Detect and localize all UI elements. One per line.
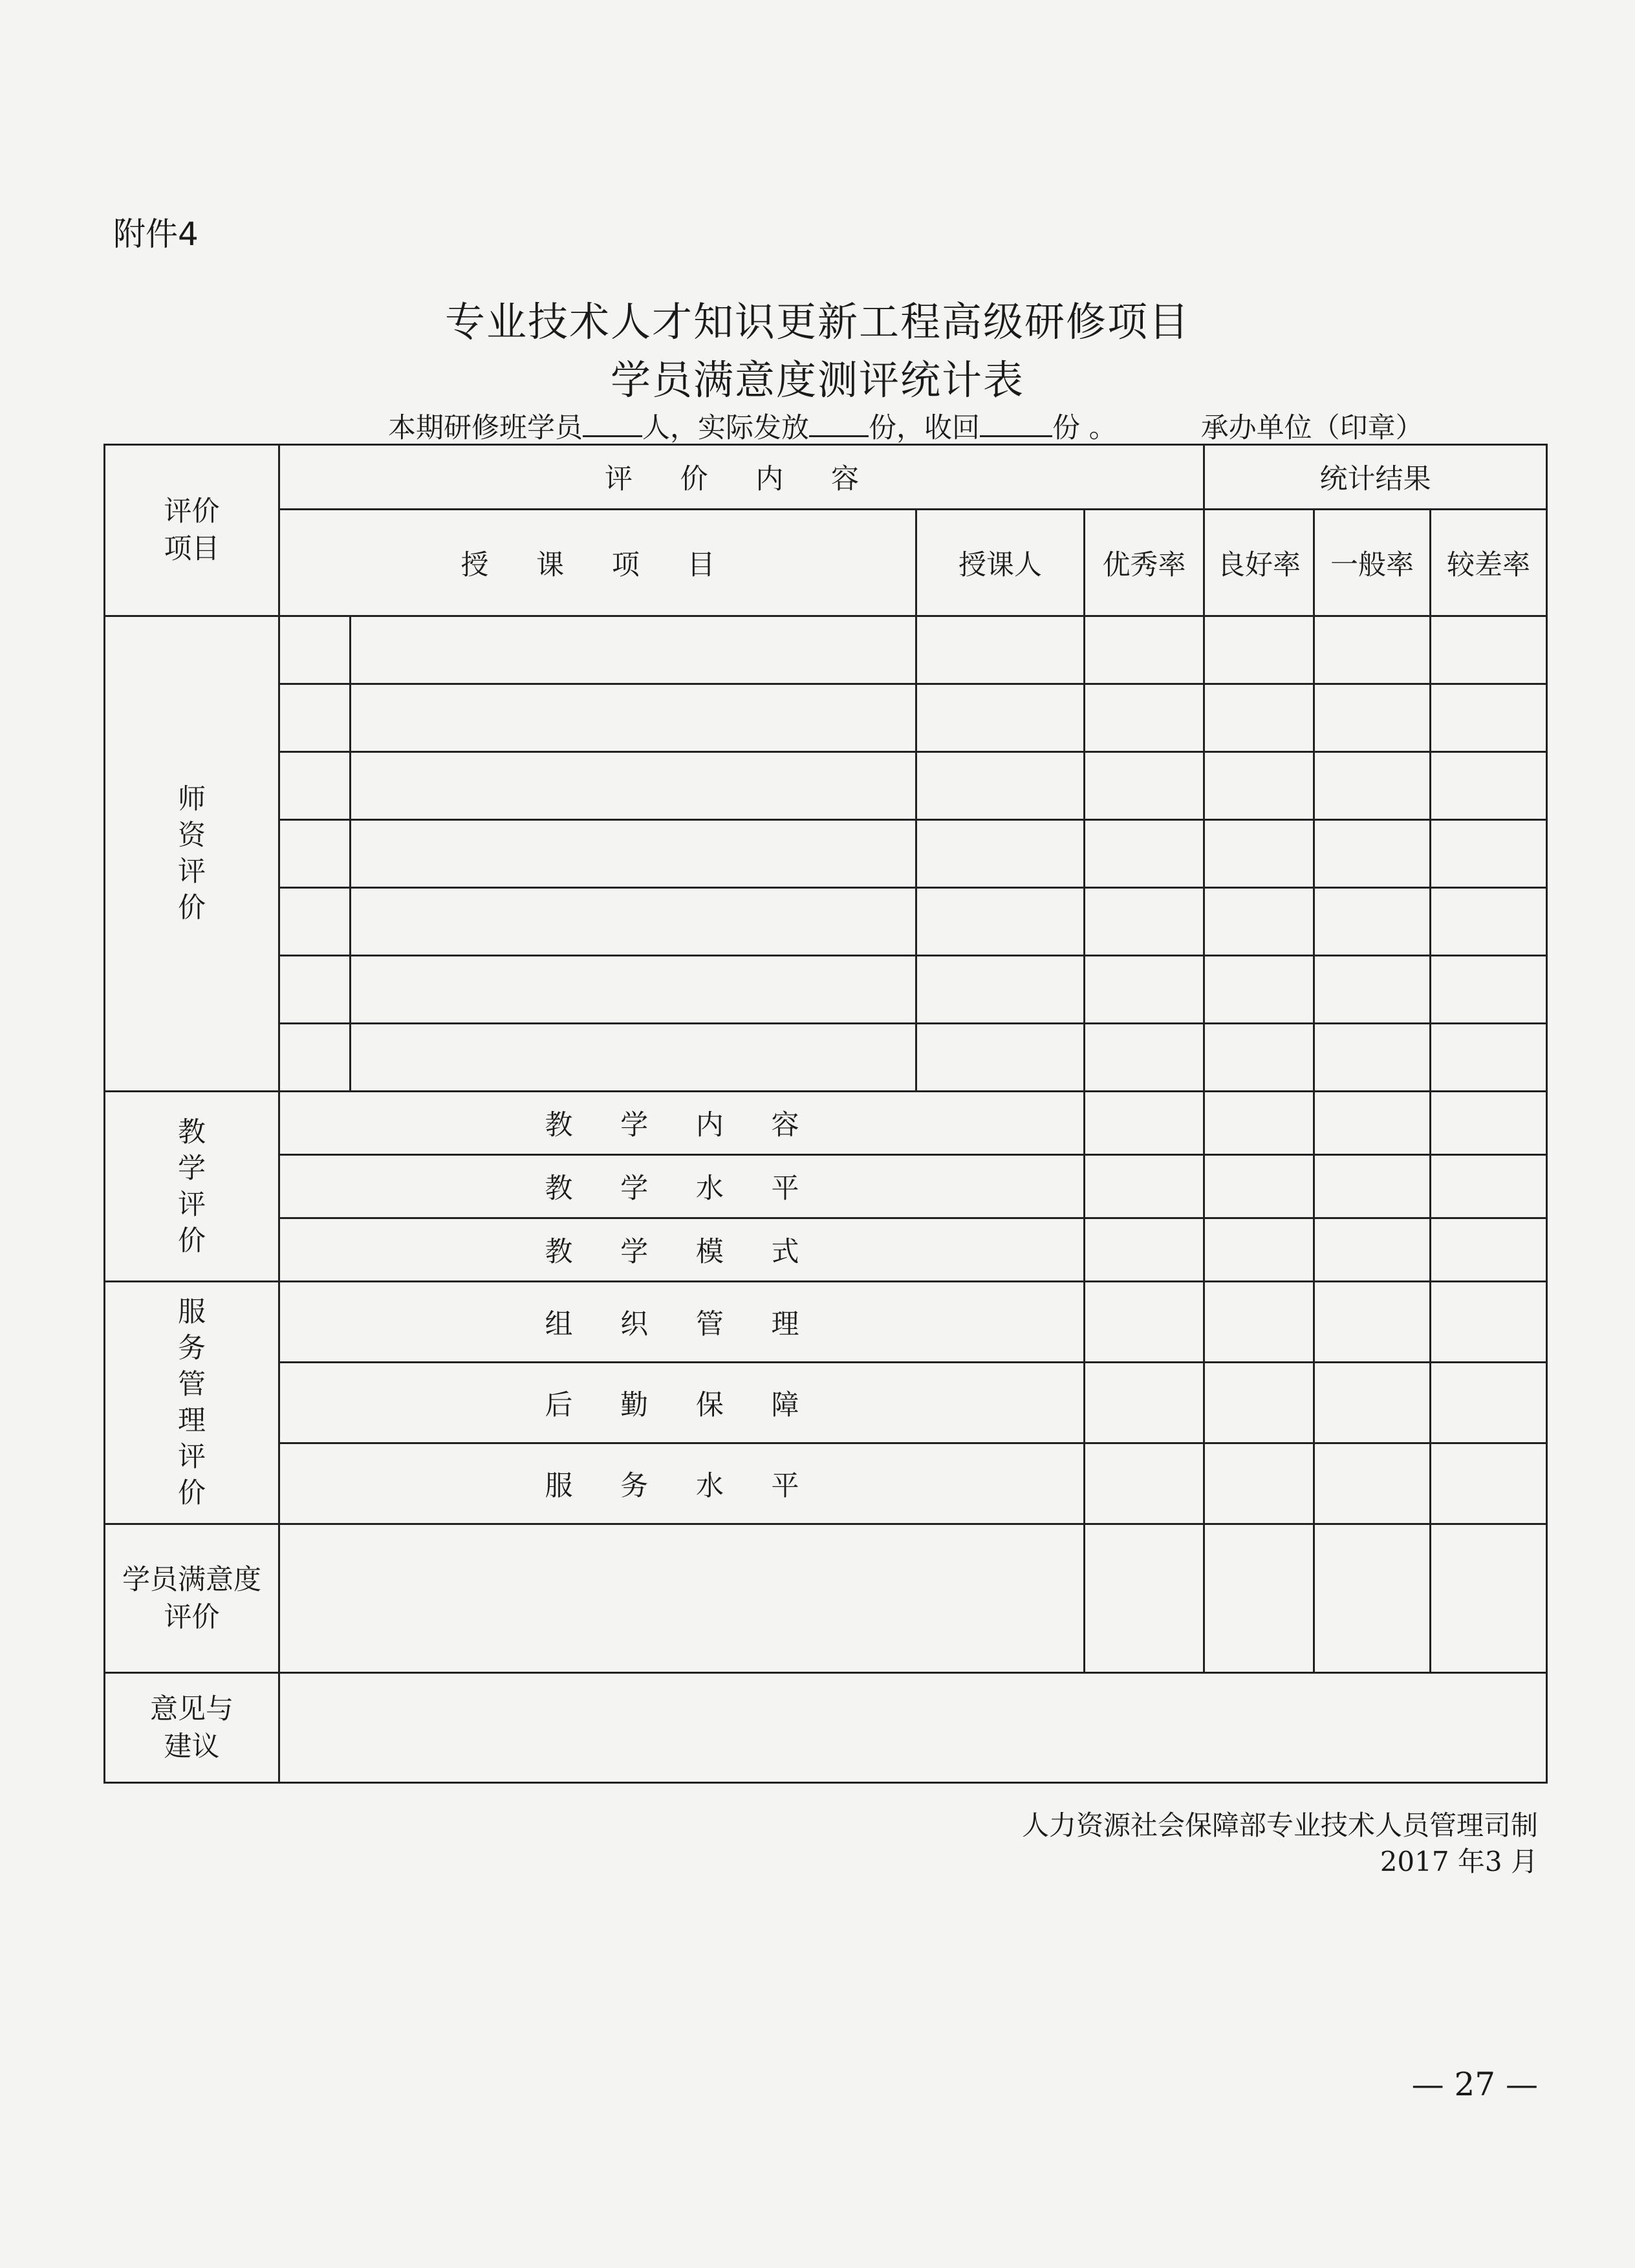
faculty-good-cell[interactable] xyxy=(1204,888,1314,956)
teaching-level-item: 教 学 水 平 xyxy=(279,1155,1085,1218)
faculty-course-cell[interactable] xyxy=(351,820,916,888)
subline-text-1: 本期研修班学员 xyxy=(388,412,583,444)
organization-item: 组 织 管 理 xyxy=(279,1282,1085,1363)
distributed-count-field[interactable] xyxy=(809,412,869,437)
teaching-excellent-cell[interactable] xyxy=(1085,1155,1204,1218)
faculty-excellent-cell[interactable] xyxy=(1085,888,1204,956)
form-info-line xyxy=(388,406,1424,446)
teaching-content-item: 教 学 内 容 xyxy=(279,1092,1085,1155)
collected-count-field[interactable] xyxy=(980,412,1052,437)
faculty-index-cell[interactable] xyxy=(279,684,351,752)
faculty-average-cell[interactable] xyxy=(1314,888,1431,956)
faculty-good-cell[interactable] xyxy=(1204,1024,1314,1092)
faculty-poor-cell[interactable] xyxy=(1431,752,1547,820)
faculty-poor-cell[interactable] xyxy=(1431,956,1547,1024)
teaching-average-cell[interactable] xyxy=(1314,1155,1431,1218)
rate-header-poor: 较差率 xyxy=(1431,510,1547,616)
faculty-excellent-cell[interactable] xyxy=(1085,820,1204,888)
faculty-poor-cell[interactable] xyxy=(1431,684,1547,752)
subline-text-3: 份，收回 xyxy=(869,412,980,444)
faculty-course-cell[interactable] xyxy=(351,616,916,684)
faculty-excellent-cell[interactable] xyxy=(1085,684,1204,752)
teaching-mode-item: 教 学 模 式 xyxy=(279,1218,1085,1282)
faculty-excellent-cell[interactable] xyxy=(1085,1024,1204,1092)
evaluation-table xyxy=(103,444,1548,1784)
teaching-average-cell[interactable] xyxy=(1314,1218,1431,1282)
service-good-cell[interactable] xyxy=(1204,1443,1314,1524)
faculty-excellent-cell[interactable] xyxy=(1085,752,1204,820)
service-excellent-cell[interactable] xyxy=(1085,1443,1204,1524)
teaching-good-cell[interactable] xyxy=(1204,1218,1314,1282)
attachment-label: 附件4 xyxy=(113,215,199,253)
faculty-course-cell[interactable] xyxy=(351,752,916,820)
service-good-cell[interactable] xyxy=(1204,1363,1314,1443)
faculty-index-cell[interactable] xyxy=(279,1024,351,1092)
faculty-index-cell[interactable] xyxy=(279,956,351,1024)
faculty-lecturer-cell[interactable] xyxy=(916,752,1085,820)
faculty-good-cell[interactable] xyxy=(1204,752,1314,820)
page-title: 专业技术人才知识更新工程高级研修项目 xyxy=(444,298,1190,345)
faculty-lecturer-cell[interactable] xyxy=(916,888,1085,956)
faculty-average-cell[interactable] xyxy=(1314,752,1431,820)
course-header: 授 课 项 目 xyxy=(279,510,916,616)
faculty-average-cell[interactable] xyxy=(1314,820,1431,888)
service-average-cell[interactable] xyxy=(1314,1363,1431,1443)
service-poor-cell[interactable] xyxy=(1431,1443,1547,1524)
faculty-lecturer-cell[interactable] xyxy=(916,820,1085,888)
faculty-lecturer-cell[interactable] xyxy=(916,956,1085,1024)
faculty-good-cell[interactable] xyxy=(1204,956,1314,1024)
satisfaction-poor-cell[interactable] xyxy=(1431,1524,1547,1673)
faculty-lecturer-cell[interactable] xyxy=(916,1024,1085,1092)
rate-header-good: 良好率 xyxy=(1204,510,1314,616)
page-number: — 27 — xyxy=(1411,2066,1538,2103)
teaching-poor-cell[interactable] xyxy=(1431,1092,1547,1155)
teaching-excellent-cell[interactable] xyxy=(1085,1218,1204,1282)
rate-header-excellent: 优秀率 xyxy=(1085,510,1204,616)
faculty-poor-cell[interactable] xyxy=(1431,616,1547,684)
subline-text-4: 份 。 xyxy=(1052,412,1117,444)
faculty-index-cell[interactable] xyxy=(279,752,351,820)
service-eval-label: 服 务 管 理 评 价 xyxy=(105,1282,279,1524)
logistics-item: 后 勤 保 障 xyxy=(279,1363,1085,1443)
service-excellent-cell[interactable] xyxy=(1085,1282,1204,1363)
satisfaction-excellent-cell[interactable] xyxy=(1085,1524,1204,1673)
eval-content-header: 评 价 内 容 xyxy=(279,445,1204,510)
faculty-eval-label: 师 资 评 价 xyxy=(105,616,279,1092)
rate-header-average: 一般率 xyxy=(1314,510,1431,616)
stats-header: 统计结果 xyxy=(1204,445,1547,510)
faculty-course-cell[interactable] xyxy=(351,1024,916,1092)
teaching-poor-cell[interactable] xyxy=(1431,1155,1547,1218)
faculty-excellent-cell[interactable] xyxy=(1085,956,1204,1024)
faculty-course-cell[interactable] xyxy=(351,684,916,752)
lecturer-header: 授课人 xyxy=(916,510,1085,616)
host-unit-label: 承办单位（印章） xyxy=(1200,412,1424,444)
service-poor-cell[interactable] xyxy=(1431,1282,1547,1363)
teaching-eval-label: 教 学 评 价 xyxy=(105,1092,279,1282)
teaching-poor-cell[interactable] xyxy=(1431,1218,1547,1282)
faculty-course-cell[interactable] xyxy=(351,956,916,1024)
faculty-average-cell[interactable] xyxy=(1314,1024,1431,1092)
page-subtitle: 学员满意度测评统计表 xyxy=(610,356,1024,404)
teaching-average-cell[interactable] xyxy=(1314,1092,1431,1155)
teaching-excellent-cell[interactable] xyxy=(1085,1092,1204,1155)
satisfaction-eval-label: 学员满意度 评价 xyxy=(105,1524,279,1673)
suggestions-field[interactable] xyxy=(279,1673,1547,1783)
issue-date: 2017 年3 月 xyxy=(1380,1846,1538,1877)
service-excellent-cell[interactable] xyxy=(1085,1363,1204,1443)
faculty-average-cell[interactable] xyxy=(1314,616,1431,684)
teaching-good-cell[interactable] xyxy=(1204,1155,1314,1218)
teaching-good-cell[interactable] xyxy=(1204,1092,1314,1155)
service-poor-cell[interactable] xyxy=(1431,1363,1547,1443)
service-average-cell[interactable] xyxy=(1314,1443,1431,1524)
service-average-cell[interactable] xyxy=(1314,1282,1431,1363)
subline-text-2: 人，实际发放 xyxy=(642,412,809,444)
faculty-index-cell[interactable] xyxy=(279,820,351,888)
faculty-index-cell[interactable] xyxy=(279,888,351,956)
issuer-text: 人力资源社会保障部专业技术人员管理司制 xyxy=(1021,1809,1538,1841)
faculty-excellent-cell[interactable] xyxy=(1085,616,1204,684)
faculty-lecturer-cell[interactable] xyxy=(916,684,1085,752)
faculty-lecturer-cell[interactable] xyxy=(916,616,1085,684)
satisfaction-good-cell[interactable] xyxy=(1204,1524,1314,1673)
faculty-course-cell[interactable] xyxy=(351,888,916,956)
eval-item-header: 评价 项目 xyxy=(105,445,279,616)
satisfaction-content-cell[interactable] xyxy=(279,1524,1085,1673)
faculty-poor-cell[interactable] xyxy=(1431,1024,1547,1092)
suggestions-label: 意见与 建议 xyxy=(105,1673,279,1783)
service-level-item: 服 务 水 平 xyxy=(279,1443,1085,1524)
satisfaction-average-cell[interactable] xyxy=(1314,1524,1431,1673)
faculty-good-cell[interactable] xyxy=(1204,616,1314,684)
faculty-good-cell[interactable] xyxy=(1204,820,1314,888)
faculty-average-cell[interactable] xyxy=(1314,956,1431,1024)
faculty-good-cell[interactable] xyxy=(1204,684,1314,752)
students-count-field[interactable] xyxy=(583,412,642,437)
faculty-poor-cell[interactable] xyxy=(1431,888,1547,956)
faculty-index-cell[interactable] xyxy=(279,616,351,684)
faculty-average-cell[interactable] xyxy=(1314,684,1431,752)
service-good-cell[interactable] xyxy=(1204,1282,1314,1363)
faculty-poor-cell[interactable] xyxy=(1431,820,1547,888)
